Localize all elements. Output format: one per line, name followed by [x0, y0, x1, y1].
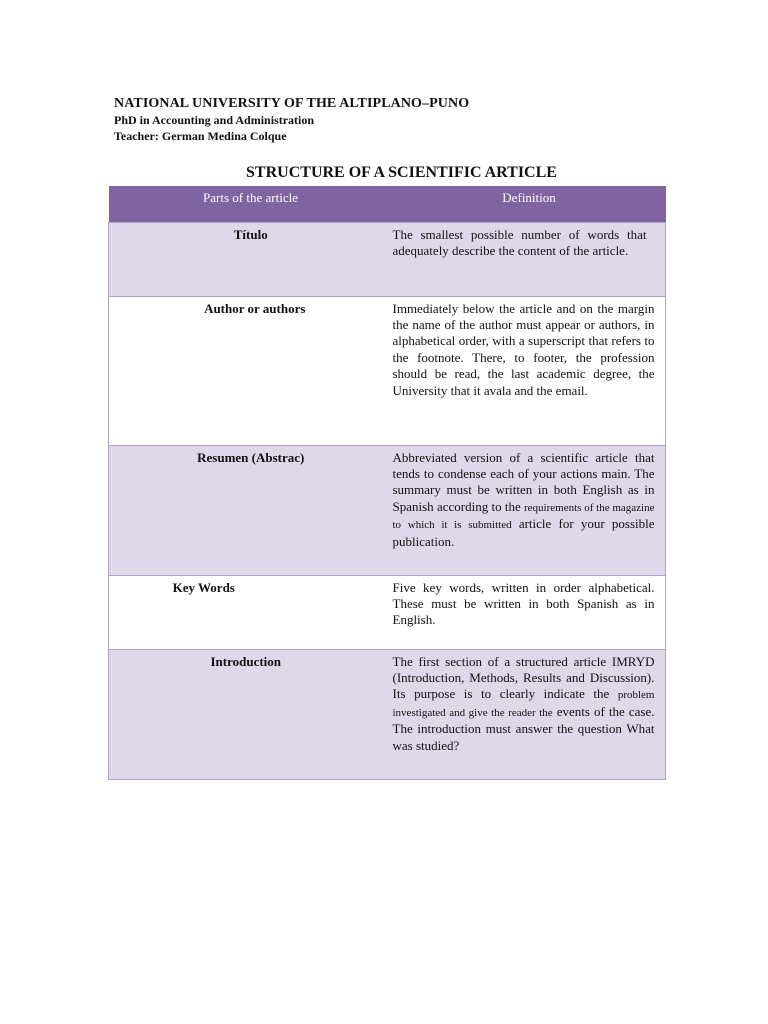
table-row — [109, 575, 666, 649]
table-row — [109, 649, 666, 779]
program-name: PhD in Accounting and Administration — [114, 113, 315, 127]
row-part-title: Título — [109, 222, 393, 296]
document-header — [114, 96, 469, 144]
definition-text-part: Abbreviated version of a scientific article that tends to condense each of your actions main. The summary must be written in both English as in Spanish according to the — [392, 449, 655, 514]
row-definition — [393, 296, 666, 445]
definition-text-part: The first section of a structured article IMRYD (Introduction, Methods, Results and Discussion). Its purpose is to clearly indicate the — [392, 653, 655, 702]
definition-text: The smallest possible number of words that adequately describe the content of the article. — [392, 226, 647, 258]
row-part-abstract: Resumen (Abstrac) — [109, 445, 393, 575]
row-part-author: Author or authors — [109, 296, 393, 445]
row-part-introduction: Introduction — [109, 649, 393, 779]
row-definition — [393, 649, 666, 779]
row-definition — [393, 222, 666, 296]
structure-table — [108, 186, 666, 780]
table-row — [109, 296, 666, 445]
definition-text: Immediately below the article and on the margin the name of the author must appear or authors, in alphabetical order, with a superscript that refers to the footnote. There, to footer, the profession should be read, the last academic degree, the University that it avala and the email. — [392, 300, 655, 398]
definition-text-part: article for your possible publication. — [392, 516, 655, 549]
row-definition — [393, 445, 666, 575]
definition-text: Five key words, written in order alphabetical. These must be written in both Spanish as in English. — [392, 579, 655, 628]
page-title: STRUCTURE OF A SCIENTIFIC ARTICLE — [246, 164, 557, 181]
definition-text-part: problem investigated and give the reader the — [392, 689, 655, 719]
row-part-keywords: Key Words — [109, 575, 393, 649]
column-header-parts: Parts of the article — [109, 186, 393, 222]
table-row — [109, 222, 666, 296]
table-row — [109, 445, 666, 575]
definition-text-part: events of the case. The introduction must answer the question What was studied? — [392, 703, 655, 753]
definition-text — [393, 450, 655, 550]
definition-text — [393, 654, 655, 754]
teacher-name: Teacher: German Medina Colque — [114, 129, 287, 143]
row-definition — [393, 575, 666, 649]
definition-text-part: requirements of the magazine to which it is submitted — [392, 501, 655, 532]
table-header-row — [109, 186, 666, 222]
university-name: NATIONAL UNIVERSITY OF THE ALTIPLANO–PUNO — [114, 96, 470, 111]
column-header-definition: Definition — [393, 186, 666, 222]
